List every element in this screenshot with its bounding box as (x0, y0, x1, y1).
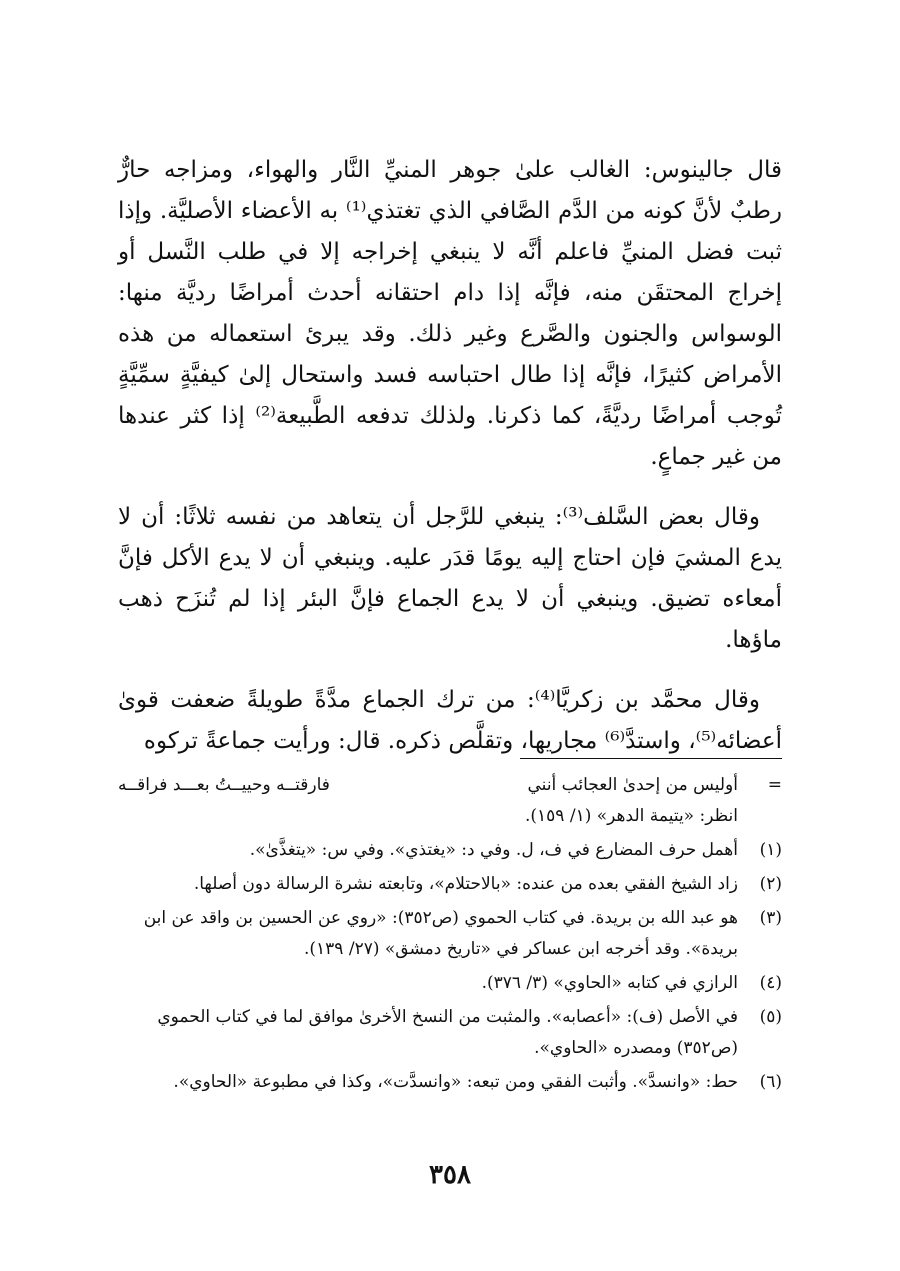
footnote-continuation (118, 770, 782, 832)
page-number: ٣٥٨ (429, 1160, 471, 1190)
footnote-number: (٤) (759, 973, 782, 993)
footnote-number: (٣) (759, 908, 782, 928)
poetry-verse (118, 770, 738, 801)
footnote-5 (118, 1002, 782, 1064)
footnote-text: الرازي في كتابه «الحاوي» (٣/ ٣٧٦). (481, 973, 738, 993)
verse-first-hemistich: أوليس من إحدىٰ العجائب أنني (527, 775, 738, 795)
footnote-text: هو عبد الله بن بريدة. في كتاب الحموي (ص٣٥٢): «روي عن الحسين بن واقد عن ابن بريدة». وقد أخرجه ابن عساكر في «تاريخ دمشق» (٢٧/ ١٣٩). (143, 908, 738, 959)
continuation-marker: = (767, 775, 782, 795)
footnote-number: (١) (759, 840, 782, 860)
verse-second-hemistich: فارقتــه وحييــتُ بعـــد فراقــه (118, 775, 330, 795)
footnotes-section (118, 770, 782, 1101)
footnote-4 (118, 968, 782, 999)
footnote-text: زاد الشيخ الفقي بعده من عنده: «بالاحتلام»، وتابعته نشرة الرسالة دون أصلها. (193, 874, 738, 894)
footnote-6 (118, 1067, 782, 1098)
footnote-number: (٥) (759, 1007, 782, 1027)
main-text (118, 150, 782, 781)
paragraph-1: قال جالينوس: الغالب علىٰ جوهر المنيِّ النَّار والهواء، ومزاجه حارٌّ رطبٌ لأنَّ كونه من الدَّم الصَّافي الذي تغتذي⁽¹⁾ به الأعضاء الأصليَّة. وإذا ثبت فضل المنيِّ فاعلم أنَّه لا ينبغي إخراجه إلا في طلب النَّسل أو إخراج المحتقَن منه، فإنَّه إذا دام احتقانه أحدث أمراضًا رديَّة منها: الوسواس والجنون والصَّرع وغير ذلك. وقد يبرئ استعماله من هذه الأمراض كثيرًا، فإنَّه إذا طال احتباسه فسد واستحال إلىٰ كيفيَّةٍ سمِّيَّةٍ تُوجب أمراضًا رديَّةً، كما ذكرنا. ولذلك تدفعه الطَّبيعة⁽²⁾ إذا كثر عندها من غير جماعٍ. (118, 157, 783, 470)
footnote-divider (520, 758, 782, 759)
continuation-reference: انظر: «يتيمة الدهر» (١/ ١٥٩). (525, 806, 738, 826)
footnote-text: في الأصل (ف): «أعصابه». والمثبت من النسخ الأخرىٰ موافق لما في كتاب الحموي (ص٣٥٢) ومصدره «الحاوي». (157, 1007, 738, 1058)
footnote-text: حط: «وانسدَّ». وأثبت الفقي ومن تبعه: «وانسدَّت»، وكذا في مطبوعة «الحاوي». (173, 1072, 738, 1092)
footnote-number: (٦) (759, 1072, 782, 1092)
footnote-text: أهمل حرف المضارع في ف، ل. وفي د: «يغتذي». وفي س: «يتغذَّىٰ». (249, 840, 738, 860)
footnote-3 (118, 903, 782, 965)
paragraph-2: وقال بعض السَّلف⁽³⁾: ينبغي للرَّجل أن يتعاهد من نفسه ثلاثًا: أن لا يدع المشيَ فإن احتاج إليه يومًا قدَر عليه. وينبغي أن لا يدع الأكل فإنَّ أمعاءه تضيق. وينبغي أن لا يدع الجماع فإنَّ البئر إذا لم تُنزَح ذهب ماؤها. (118, 504, 782, 653)
footnote-number: (٢) (759, 874, 782, 894)
footnote-2 (118, 869, 782, 900)
footnote-1 (118, 835, 782, 866)
paragraph-3: وقال محمَّد بن زكريَّا⁽⁴⁾: من ترك الجماع مدَّةً طويلةً ضعفت قوىٰ أعضائه⁽⁵⁾، واستدَّ⁽⁶⁾ مجاريها، وتقلَّص ذكره. قال: ورأيت جماعةً تركوه (118, 687, 782, 754)
